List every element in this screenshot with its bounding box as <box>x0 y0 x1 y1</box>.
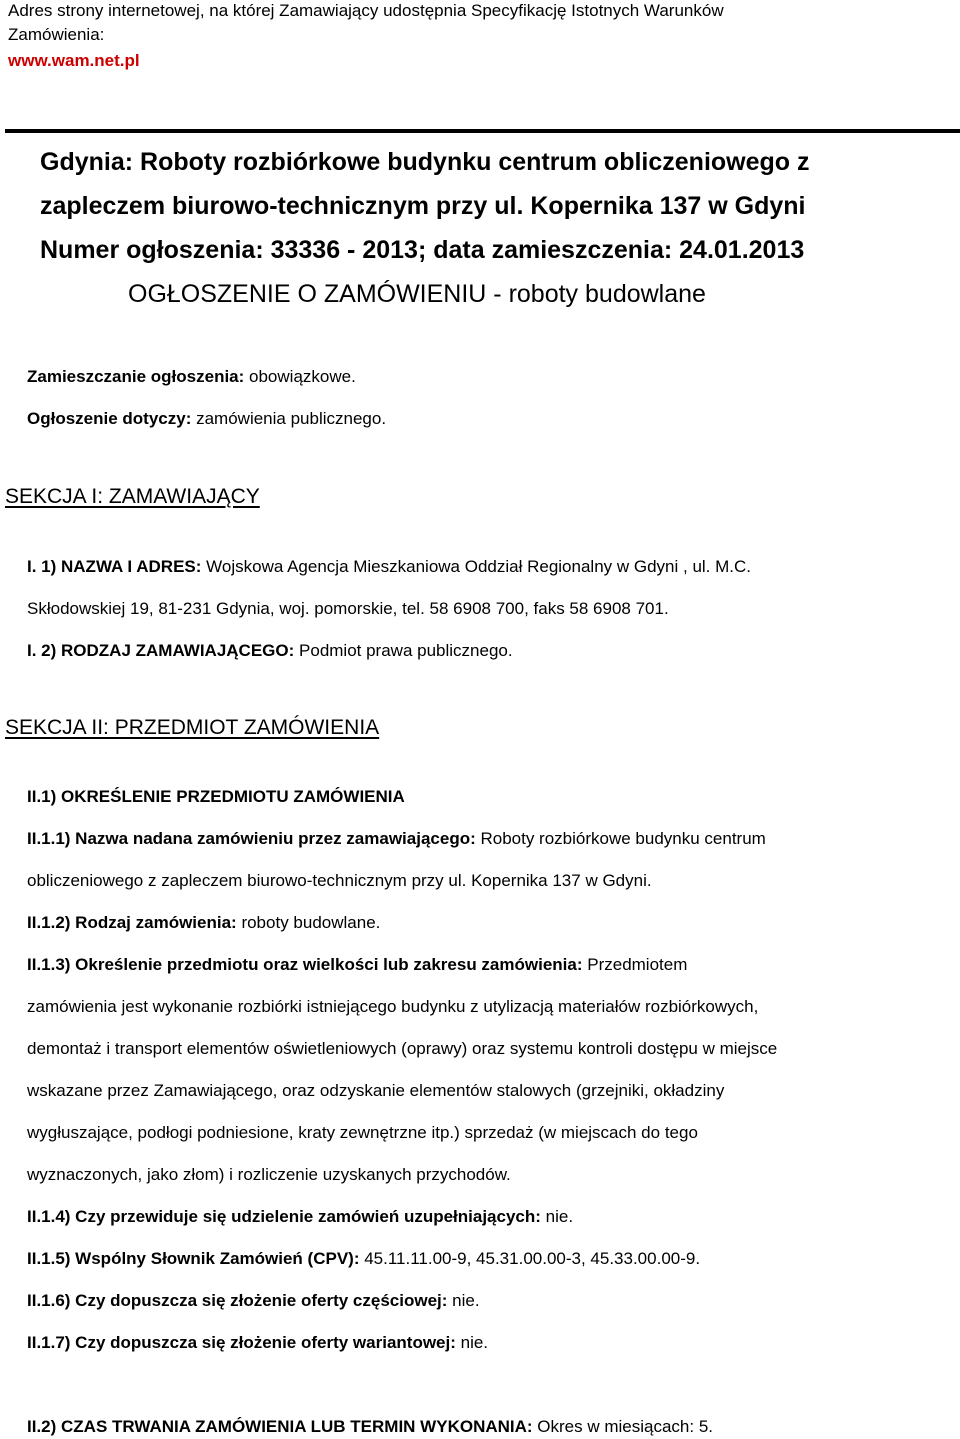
ii13-line4: wskazane przez Zamawiającego, oraz odzyskanie elementów stalowych (grzejniki, okładziny <box>27 1081 725 1100</box>
section2-heading: SEKCJA II: PRZEDMIOT ZAMÓWIENIA <box>5 716 380 739</box>
ii13-line6: wyznaczonych, jako złom) i rozliczenie uzyskanych przychodów. <box>27 1165 511 1184</box>
title-line2: zapleczem biurowo-technicznym przy ul. Kopernika 137 w Gdyni <box>40 192 806 220</box>
ii16-value: nie. <box>447 1291 480 1310</box>
posting-value: obowiązkowe. <box>244 367 356 386</box>
title-line1: Gdynia: Roboty rozbiórkowe budynku centrum obliczeniowego z <box>40 148 810 176</box>
ii11-value-line1: Roboty rozbiórkowe budynku centrum <box>475 829 766 848</box>
ii17-label: II.1.7) Czy dopuszcza się złożenie oferty wariantowej: <box>27 1333 456 1352</box>
ii1-heading: II.1) OKREŚLENIE PRZEDMIOTU ZAMÓWIENIA <box>27 787 405 806</box>
ii16-line <box>27 1290 480 1312</box>
ii17-line <box>27 1332 488 1354</box>
section1-heading: SEKCJA I: ZAMAWIAJĄCY <box>5 485 260 508</box>
ii15-value: 45.11.11.00-9, 45.31.00.00-3, 45.33.00.00-9. <box>359 1249 701 1268</box>
ii11-line1 <box>27 828 766 850</box>
ii14-line <box>27 1206 573 1228</box>
specification-note-line1: Adres strony internetowej, na której Zamawiający udostępnia Specyfikację Istotnych Warunków <box>8 1 724 20</box>
ii13-line2: zamówienia jest wykonanie rozbiórki istniejącego budynku z utylizacją materiałów rozbiórkowych, <box>27 997 759 1016</box>
ii11-label: II.1.1) Nazwa nadana zamówieniu przez zamawiającego: <box>27 829 476 848</box>
i2-value: Podmiot prawa publicznego. <box>294 641 513 660</box>
ii12-label: II.1.2) Rodzaj zamówienia: <box>27 913 237 932</box>
ii17-value: nie. <box>455 1333 489 1352</box>
notice-subtitle: OGŁOSZENIE O ZAMÓWIENIU - roboty budowlane <box>128 280 706 308</box>
ii12-line <box>27 912 380 934</box>
concerns-line <box>27 408 386 430</box>
ii13-label: II.1.3) Określenie przedmiotu oraz wielkości lub zakresu zamówienia: <box>27 955 583 974</box>
i1-value-line1: Wojskowa Agencja Mieszkaniowa Oddział Regionalny w Gdyni , ul. M.C. <box>201 557 752 576</box>
specification-note-line2: Zamówienia: <box>8 25 105 44</box>
i1-line1 <box>27 556 751 578</box>
ii13-value-line1: Przedmiotem <box>582 955 688 974</box>
ii2-value: Okres w miesiącach: 5. <box>532 1417 714 1436</box>
website-link[interactable]: www.wam.net.pl <box>8 51 140 70</box>
horizontal-divider <box>5 129 960 133</box>
ii15-label: II.1.5) Wspólny Słownik Zamówień (CPV): <box>27 1249 360 1268</box>
ii15-line <box>27 1248 700 1270</box>
ii13-line1 <box>27 954 687 976</box>
ii13-line5: wygłuszające, podłogi podniesione, kraty zewnętrzne itp.) sprzedaż (w miejscach do tego <box>27 1123 698 1142</box>
posting-line <box>27 366 356 388</box>
ii14-value: nie. <box>540 1207 574 1226</box>
ii12-value: roboty budowlane. <box>236 913 381 932</box>
ii11-value-line2: obliczeniowego z zapleczem biurowo-technicznym przy ul. Kopernika 137 w Gdyni. <box>27 871 652 890</box>
ii14-label: II.1.4) Czy przewiduje się udzielenie zamówień uzupełniających: <box>27 1207 541 1226</box>
i1-value-line2: Skłodowskiej 19, 81-231 Gdynia, woj. pomorskie, tel. 58 6908 700, faks 58 6908 701. <box>27 599 669 618</box>
ii16-label: II.1.6) Czy dopuszcza się złożenie oferty częściowej: <box>27 1291 448 1310</box>
i2-line <box>27 640 513 662</box>
concerns-value: zamówienia publicznego. <box>191 409 387 428</box>
i2-label: I. 2) RODZAJ ZAMAWIAJĄCEGO: <box>27 641 295 660</box>
title-line3: Numer ogłoszenia: 33336 - 2013; data zamieszczenia: 24.01.2013 <box>40 236 805 264</box>
ii13-line3: demontaż i transport elementów oświetleniowych (oprawy) oraz systemu kontroli dostępu w miejsce <box>27 1039 778 1058</box>
posting-label: Zamieszczanie ogłoszenia: <box>27 367 245 386</box>
concerns-label: Ogłoszenie dotyczy: <box>27 409 192 428</box>
ii2-line <box>27 1416 713 1438</box>
i1-label: I. 1) NAZWA I ADRES: <box>27 557 202 576</box>
ii2-label: II.2) CZAS TRWANIA ZAMÓWIENIA LUB TERMIN WYKONANIA: <box>27 1417 533 1436</box>
